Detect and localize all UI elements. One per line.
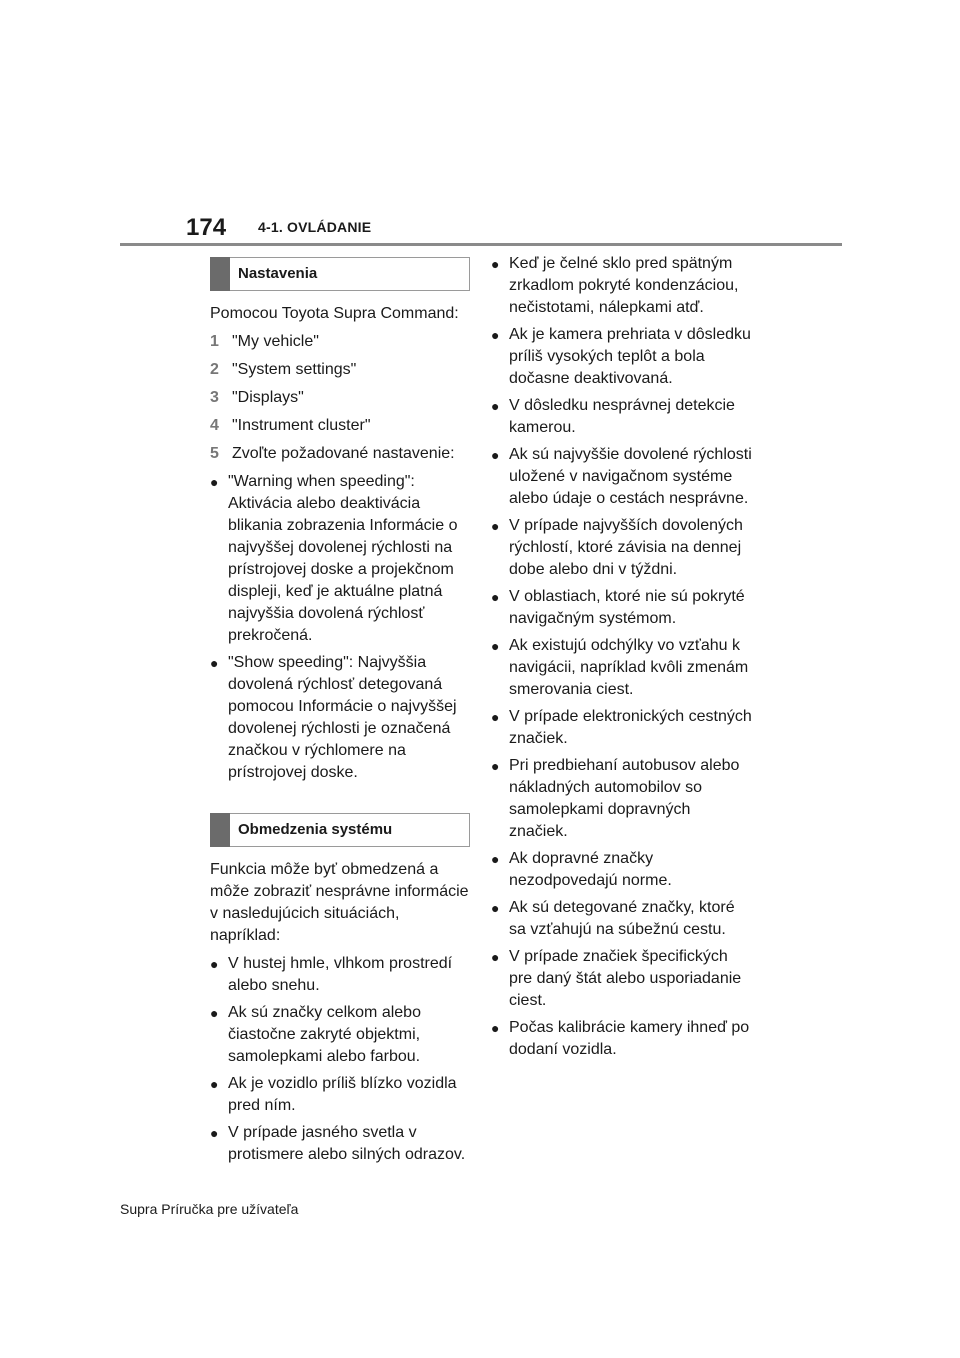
- list-item-text: Ak je kamera prehriata v dôsledku príliš vysokých teplôt a bola dočasne deaktivovaná.: [509, 326, 751, 387]
- step-text: "My vehicle": [232, 333, 319, 350]
- list-item: [491, 946, 753, 1012]
- list-item: [491, 635, 753, 701]
- heading-marker: [210, 257, 230, 291]
- list-item-text: Pri predbiehaní autobusov alebo nákladných automobilov so samolepkami dopravných značiek.: [509, 757, 740, 840]
- list-item-text: Ak dopravné značky nezodpovedajú norme.: [509, 850, 672, 889]
- list-item: [491, 1017, 753, 1061]
- list-item: [491, 395, 753, 439]
- bullet-icon: ●: [491, 949, 500, 965]
- list-item-text: V prípade jasného svetla v protismere alebo silných odrazov.: [228, 1124, 466, 1163]
- bullet-icon: ●: [491, 758, 500, 774]
- step-item: [210, 331, 470, 353]
- bullet-icon: ●: [491, 518, 500, 534]
- list-item-text: V prípade elektronických cestných značiek.: [509, 708, 752, 747]
- limits-heading: Obmedzenia systému: [238, 821, 393, 838]
- bullet-icon: ●: [491, 900, 500, 916]
- bullet-icon: ●: [491, 589, 500, 605]
- bullet-icon: ●: [210, 1076, 219, 1092]
- step-number: 5: [210, 445, 219, 462]
- right-column: [491, 253, 753, 1066]
- footer-text: Supra Príručka pre užívateľa: [120, 1201, 299, 1217]
- list-item: [491, 515, 753, 581]
- list-item-text: Ak existujú odchýlky vo vzťahu k navigácii, napríklad kvôli zmenám smerovania ciest.: [509, 637, 749, 698]
- bullet-icon: ●: [210, 1005, 219, 1021]
- limits-intro: Funkcia môže byť obmedzená a môže zobraziť nesprávne informácie v nasledujúcich situáciách, napríklad:: [210, 861, 469, 944]
- bullet-icon: ●: [491, 398, 500, 414]
- list-item: [210, 1002, 470, 1068]
- list-item: [491, 444, 753, 510]
- list-item-text: V dôsledku nesprávnej detekcie kamerou.: [509, 397, 735, 436]
- step-text: "Displays": [232, 389, 304, 406]
- bullet-icon: ●: [210, 956, 219, 972]
- list-item-text: V prípade značiek špecifických pre daný štát alebo usporiadanie ciest.: [509, 948, 742, 1009]
- list-item: [491, 897, 753, 941]
- list-item-text: Ak je vozidlo príliš blízko vozidla pred ním.: [228, 1075, 457, 1114]
- list-item-text: Počas kalibrácie kamery ihneď po dodaní vozidla.: [509, 1019, 750, 1058]
- list-item: [210, 471, 470, 647]
- bullet-icon: ●: [491, 1020, 500, 1036]
- list-item: [210, 1073, 470, 1117]
- left-column: [210, 257, 470, 1171]
- step-text: "Instrument cluster": [232, 417, 371, 434]
- step-number: 1: [210, 333, 219, 350]
- step-item: [210, 387, 470, 409]
- step-text: Zvoľte požadované nastavenie:: [232, 445, 455, 462]
- list-item: [491, 706, 753, 750]
- list-item: [491, 324, 753, 390]
- bullet-icon: ●: [491, 638, 500, 654]
- step-number: 2: [210, 361, 219, 378]
- limits-heading-box: [210, 813, 470, 847]
- bullet-icon: ●: [210, 1125, 219, 1141]
- bullet-icon: ●: [491, 256, 500, 272]
- section-title: 4-1. OVLÁDANIE: [258, 219, 372, 235]
- list-item-text: "Warning when speeding": Aktivácia alebo deaktivácia blikania zobrazenia Informácie o najvyššej dovolenej rýchlosti na prístrojovej doske a projekčnom displeji, keď je aktuálne platná najvyššia dovolená rýchlosť prekročená.: [228, 473, 458, 644]
- bullet-icon: ●: [210, 655, 219, 671]
- list-item: [210, 652, 470, 784]
- settings-heading-box: [210, 257, 470, 291]
- heading-marker: [210, 813, 230, 847]
- list-item: [491, 253, 753, 319]
- list-item: [491, 586, 753, 630]
- list-item-text: V hustej hmle, vlhkom prostredí alebo snehu.: [228, 955, 453, 994]
- bullet-icon: ●: [491, 851, 500, 867]
- page-number: 174: [186, 214, 227, 241]
- list-item: [491, 755, 753, 843]
- settings-intro: Pomocou Toyota Supra Command:: [210, 305, 459, 322]
- bullet-icon: ●: [491, 447, 500, 463]
- bullet-icon: ●: [491, 327, 500, 343]
- list-item-text: V oblastiach, ktoré nie sú pokryté navigačným systémom.: [509, 588, 745, 627]
- list-item: [491, 848, 753, 892]
- step-text: "System settings": [232, 361, 357, 378]
- list-item-text: Keď je čelné sklo pred spätným zrkadlom pokryté kondenzáciou, nečistotami, nálepkami atď.: [509, 255, 739, 316]
- step-item: [210, 415, 470, 437]
- list-item: [210, 1122, 470, 1166]
- step-item: [210, 359, 470, 381]
- settings-heading: Nastavenia: [238, 265, 318, 282]
- list-item-text: V prípade najvyšších dovolených rýchlostí, ktoré závisia na dennej dobe alebo dni v týždni.: [509, 517, 743, 578]
- header-divider: [120, 243, 842, 246]
- step-number: 3: [210, 389, 219, 406]
- list-item-text: Ak sú značky celkom alebo čiastočne zakryté objektmi, samolepkami alebo farbou.: [228, 1004, 421, 1065]
- list-item-text: "Show speeding": Najvyššia dovolená rýchlosť detegovaná pomocou Informácie o najvyššej dovolenej rýchlosti je označená značkou v rýchlomere na prístrojovej doske.: [228, 654, 457, 781]
- step-number: 4: [210, 417, 219, 434]
- list-item-text: Ak sú detegované značky, ktoré sa vzťahujú na súbežnú cestu.: [509, 899, 735, 938]
- bullet-icon: ●: [491, 709, 500, 725]
- list-item-text: Ak sú najvyššie dovolené rýchlosti uložené v navigačnom systéme alebo údaje o cestách nesprávne.: [509, 446, 752, 507]
- step-item: [210, 443, 470, 465]
- list-item: [210, 953, 470, 997]
- bullet-icon: ●: [210, 474, 219, 490]
